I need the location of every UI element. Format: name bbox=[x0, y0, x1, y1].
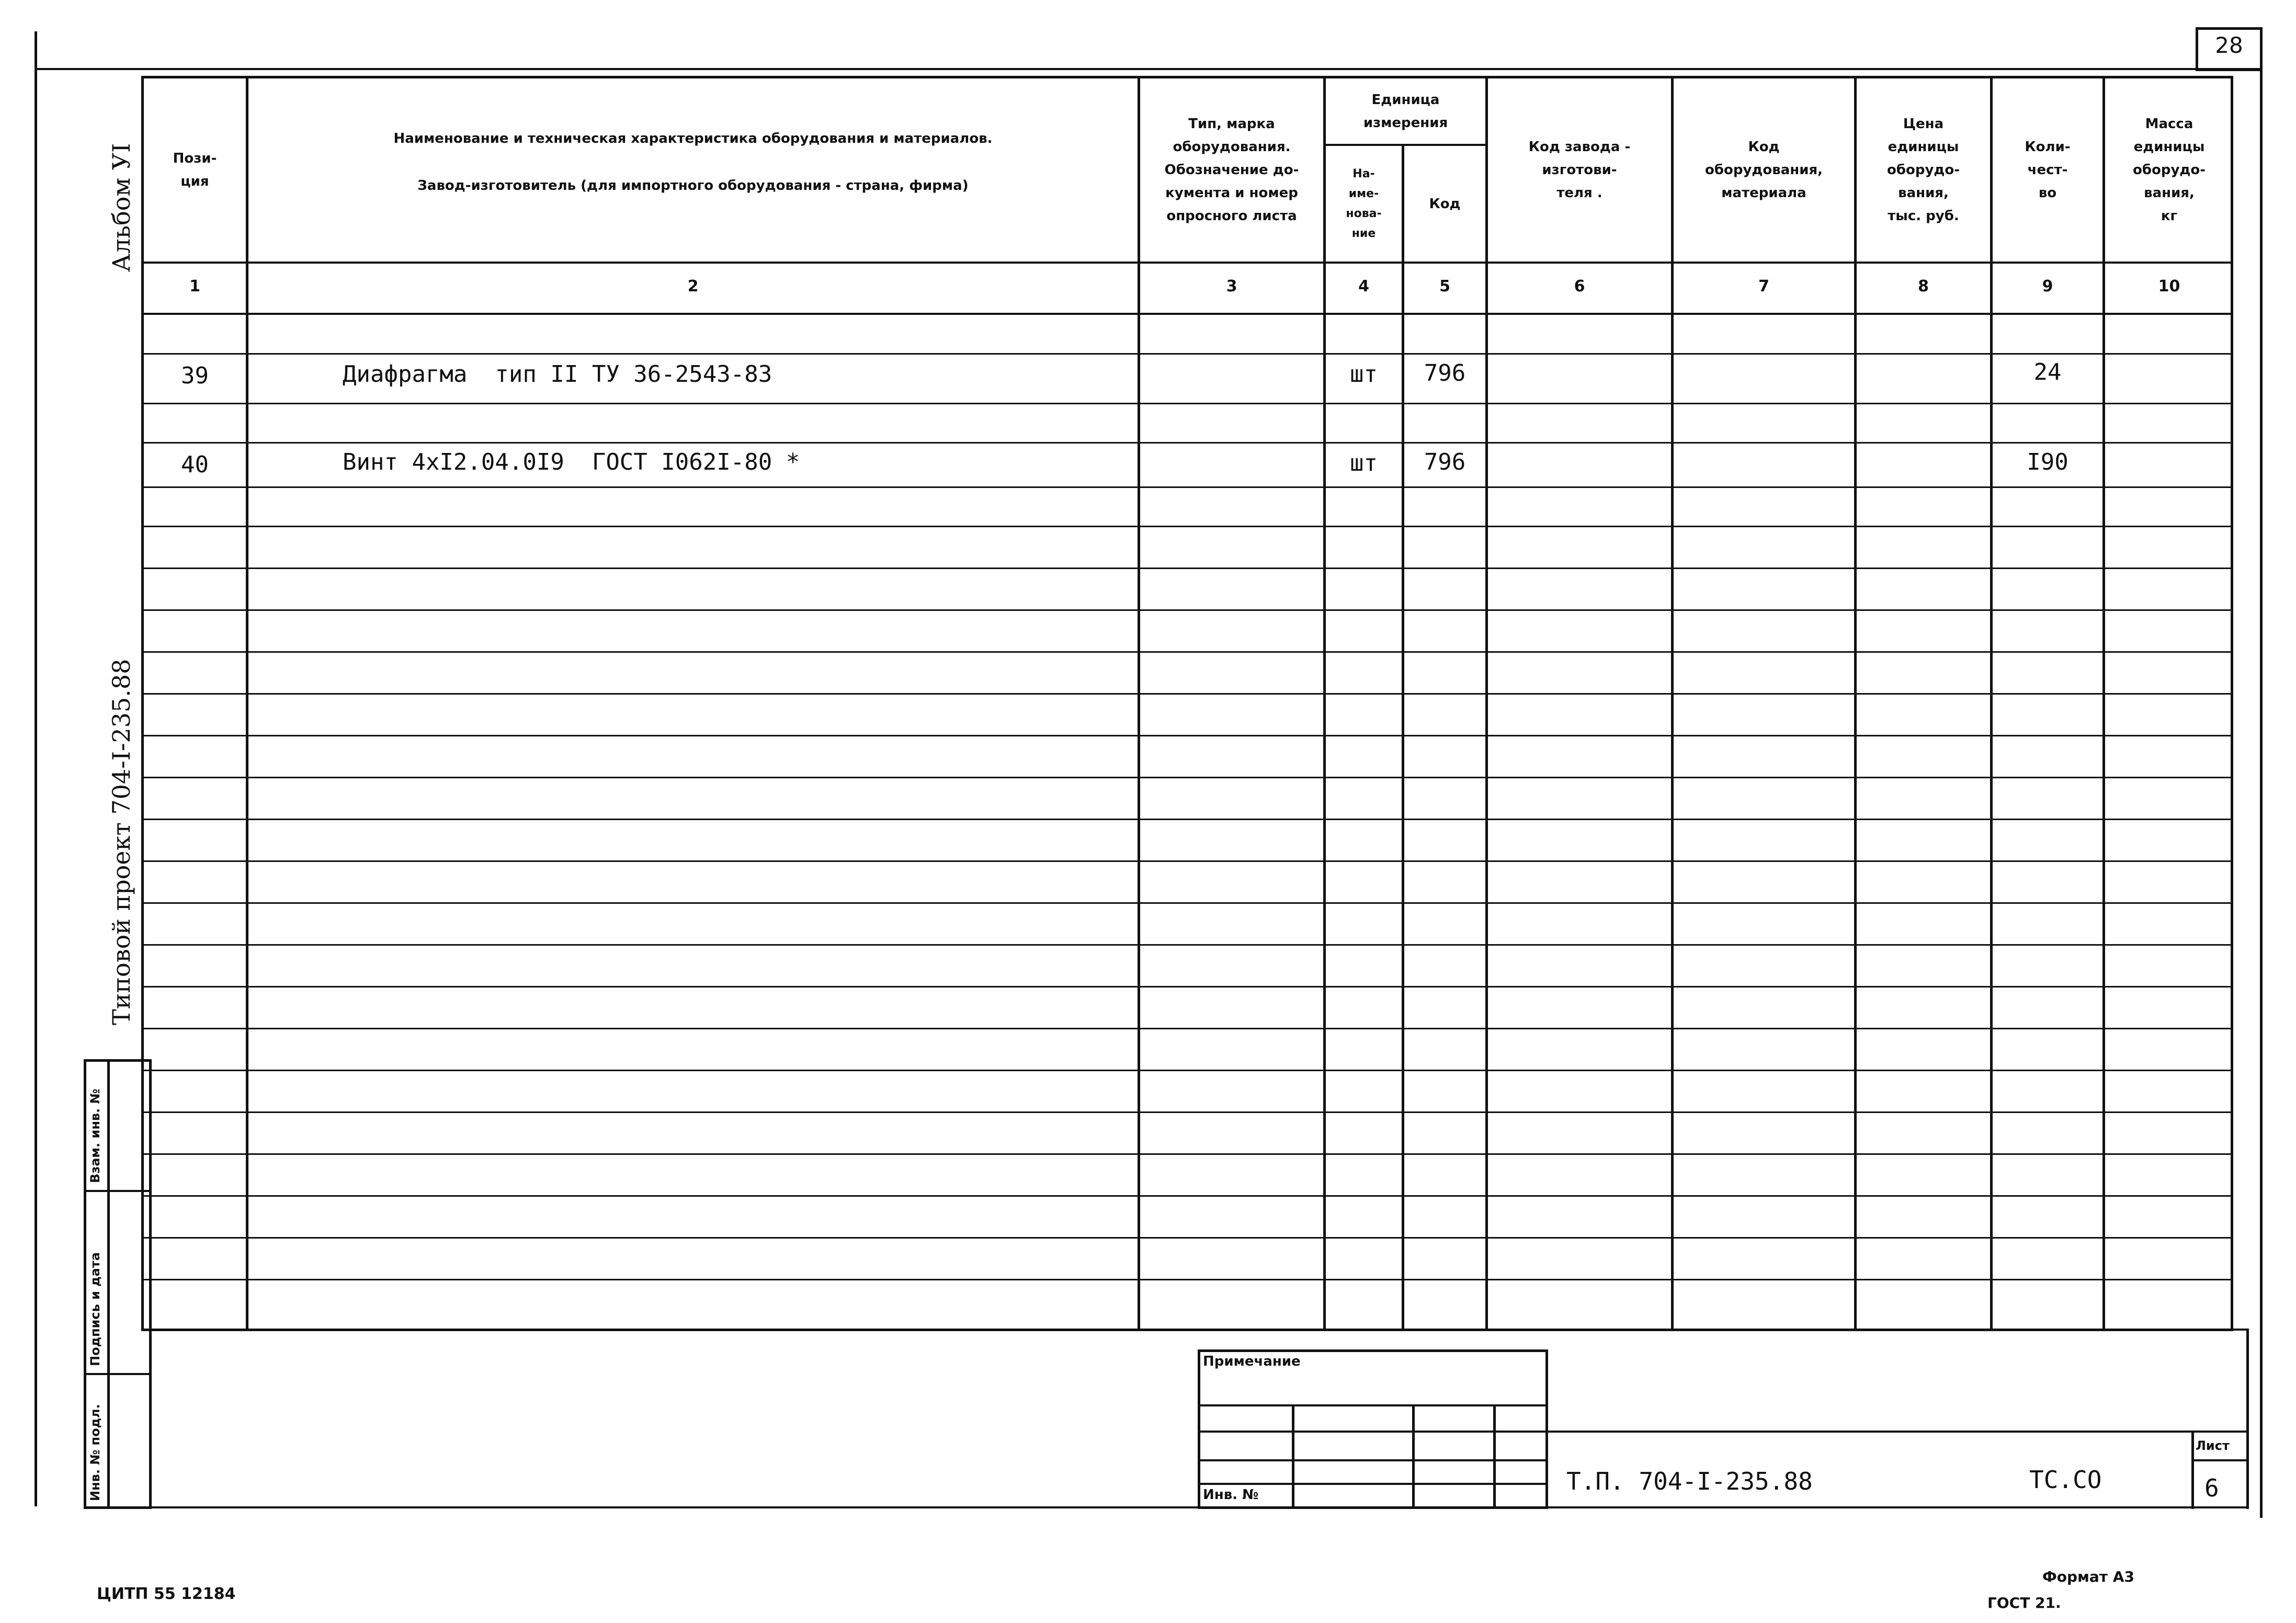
table-rule bbox=[141, 403, 2233, 404]
stamp-replace-inv: Взам. инв. № bbox=[88, 1088, 103, 1183]
table-rule bbox=[141, 1070, 2233, 1071]
page-top-border bbox=[35, 68, 2263, 70]
header-bottom bbox=[141, 262, 2233, 264]
sheet-number: 28 bbox=[2215, 32, 2243, 58]
col-div-2 bbox=[1138, 76, 1140, 1331]
table-rule bbox=[141, 526, 2233, 527]
table-row-40-unit: шт bbox=[1350, 450, 1378, 476]
col-div-8 bbox=[1990, 76, 1993, 1331]
table-rule bbox=[141, 568, 2233, 569]
colnum-4: 4 bbox=[1358, 277, 1369, 296]
col2-header-line1: Наименование и техническая характеристика оборудования и материалов. bbox=[393, 131, 993, 146]
sheet-cell-mid bbox=[2191, 1459, 2249, 1461]
colnum-9: 9 bbox=[2042, 277, 2053, 296]
sheet-value: 6 bbox=[2204, 1474, 2219, 1502]
colnum-7: 7 bbox=[1758, 277, 1769, 296]
page-right-border bbox=[2260, 27, 2263, 1518]
colnum-8: 8 bbox=[1918, 277, 1929, 296]
table-rule bbox=[141, 353, 2233, 355]
table-rule bbox=[141, 442, 2233, 444]
footer-format: Формат А3 bbox=[2042, 1568, 2134, 1585]
table-row-39-name: Диафрагма тип II ТУ 36-2543-83 bbox=[343, 361, 772, 388]
table-rule bbox=[141, 1153, 2233, 1155]
col-div-5 bbox=[1485, 76, 1488, 1331]
table-rule bbox=[141, 1028, 2233, 1029]
stamp-signature-date: Подпись и дата bbox=[88, 1252, 103, 1366]
col-div-1 bbox=[246, 76, 248, 1331]
table-rule bbox=[141, 944, 2233, 946]
stamp-label-inv: Инв. № bbox=[1203, 1487, 1259, 1503]
col8-header: Цена единицы оборудо- вания, тыс. руб. bbox=[1886, 116, 1960, 224]
table-rule bbox=[141, 1237, 2233, 1239]
doc-row-top bbox=[1548, 1431, 2249, 1433]
table-row-40-qty: I90 bbox=[2027, 449, 2068, 475]
col-div-3 bbox=[1323, 76, 1326, 1331]
colnum-2: 2 bbox=[687, 277, 699, 296]
colnum-10: 10 bbox=[2158, 277, 2180, 296]
sheet-cell-left bbox=[2191, 1431, 2194, 1509]
unit-sub-divider bbox=[1323, 144, 1485, 146]
table-rule bbox=[141, 1279, 2233, 1280]
album-caption: Альбом УI bbox=[107, 143, 135, 272]
colnum-1: 1 bbox=[189, 277, 200, 296]
stamp-label-top: Примечание bbox=[1203, 1354, 1301, 1369]
col-div-6 bbox=[1671, 76, 1674, 1331]
stamp-v2 bbox=[1412, 1404, 1415, 1509]
table-rule bbox=[141, 860, 2233, 862]
colnum-3: 3 bbox=[1226, 277, 1237, 296]
side-stamp-vdiv bbox=[107, 1059, 110, 1509]
table-rule bbox=[141, 986, 2233, 988]
title-block-right bbox=[2246, 1329, 2249, 1509]
title-block-top bbox=[141, 1329, 2249, 1331]
doc-code: Т.П. 704-I-235.88 bbox=[1566, 1467, 1813, 1495]
table-rule bbox=[141, 693, 2233, 695]
stamp-v1 bbox=[1292, 1404, 1294, 1509]
col9-header: Коли- чест- во bbox=[2025, 139, 2071, 201]
table-row-40-pos: 40 bbox=[181, 451, 209, 478]
table-rule bbox=[141, 777, 2233, 778]
side-stamp-div2 bbox=[84, 1373, 152, 1375]
table-rule bbox=[141, 609, 2233, 611]
col4-header: На- име- нова- ние bbox=[1346, 167, 1382, 240]
col1-header: Пози- ция bbox=[173, 151, 217, 189]
col2-header-line2: Завод-изготовитель (для импортного оборудования - страна, фирма) bbox=[417, 178, 969, 194]
table-row-40-name: Винт 4хI2.04.0I9 ГОСТ I062I-80 * bbox=[343, 449, 800, 475]
colnum-bottom bbox=[141, 313, 2233, 315]
table-rule bbox=[141, 651, 2233, 653]
colnum-6: 6 bbox=[1574, 277, 1585, 296]
col-div-9 bbox=[2102, 76, 2105, 1331]
stamp-v3 bbox=[1493, 1404, 1496, 1509]
spec-table bbox=[141, 76, 2233, 1331]
title-block-bottom bbox=[141, 1506, 2249, 1508]
table-rule bbox=[141, 1111, 2233, 1113]
stamp-orig-inv: Инв. № подл. bbox=[88, 1404, 103, 1501]
footer-gost: ГОСТ 21. bbox=[1987, 1594, 2061, 1611]
sheet-label: Лист bbox=[2196, 1438, 2230, 1453]
table-row-39-qty: 24 bbox=[2033, 359, 2062, 385]
table-rule bbox=[141, 1195, 2233, 1197]
doc-type: ТС.СО bbox=[2029, 1466, 2102, 1494]
col5-header: Код bbox=[1429, 196, 1461, 212]
col10-header: Масса единицы оборудо- вания, кг bbox=[2132, 116, 2206, 224]
table-row-40-code: 796 bbox=[1424, 449, 1466, 475]
col6-header: Код завода - изготови- теля . bbox=[1528, 139, 1631, 201]
col-div-7 bbox=[1854, 76, 1857, 1331]
table-rule bbox=[141, 819, 2233, 820]
table-row-39-pos: 39 bbox=[181, 362, 209, 389]
table-rule bbox=[141, 486, 2233, 488]
col7-header: Код оборудования, материала bbox=[1704, 139, 1823, 201]
col3-header: Тип, марка оборудования. Обозначение до- кумента и номер опросного листа bbox=[1164, 116, 1299, 224]
colnum-5: 5 bbox=[1439, 277, 1450, 296]
page-left-border bbox=[35, 31, 37, 1506]
table-row-39-code: 796 bbox=[1424, 360, 1466, 387]
footer-left: ЦИТП 55 12184 bbox=[97, 1585, 236, 1603]
table-rule bbox=[141, 902, 2233, 904]
unit-header: Единица измерения bbox=[1363, 92, 1448, 131]
project-caption: Типовой проект 704-I-235.88 bbox=[107, 659, 135, 1025]
table-row-39-unit: шт bbox=[1350, 361, 1378, 388]
table-rule bbox=[141, 735, 2233, 736]
